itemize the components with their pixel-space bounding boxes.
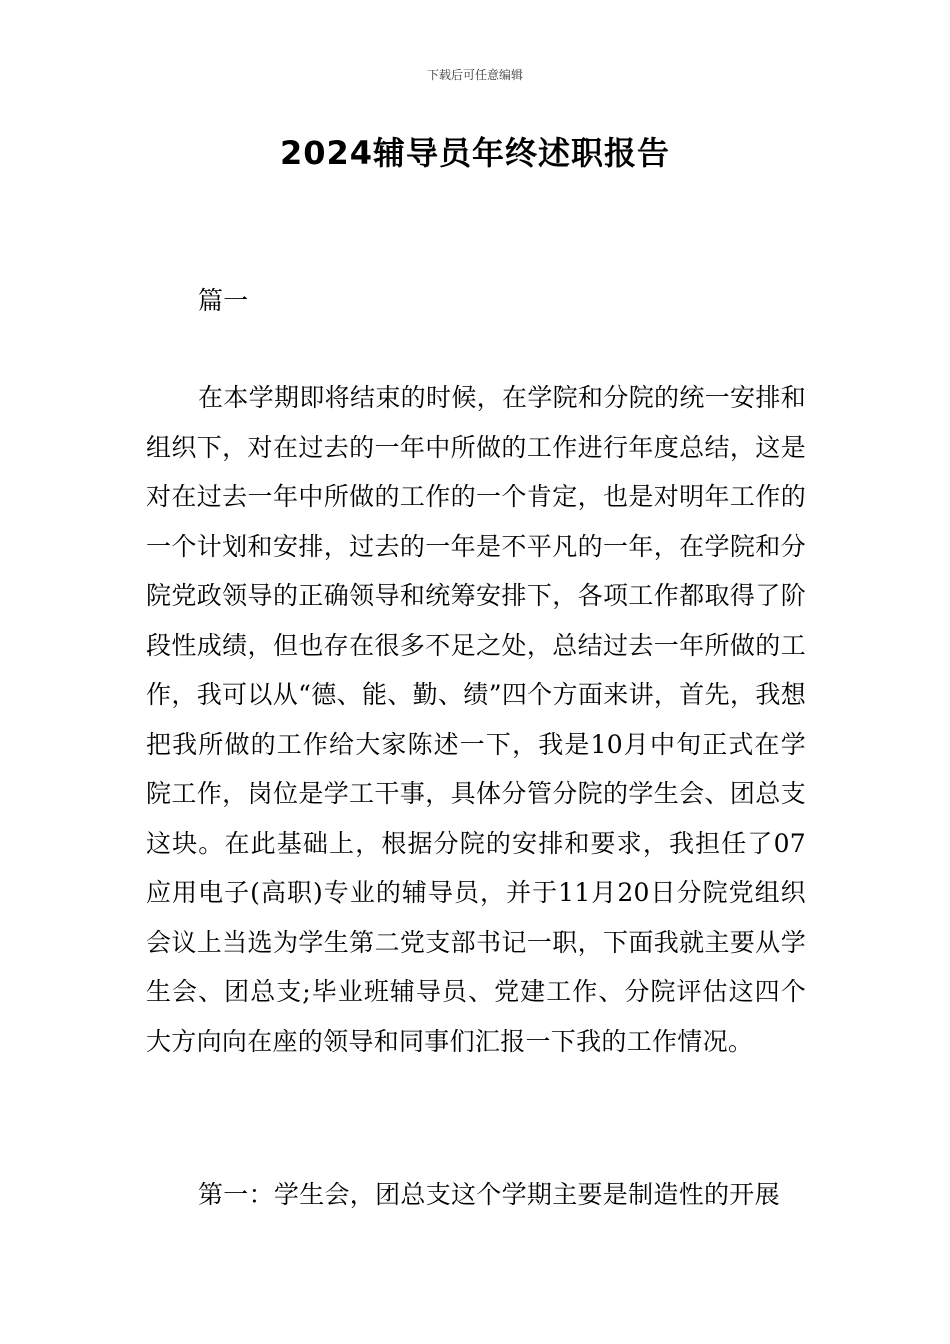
paragraph-2: 第一：学生会，团总支这个学期主要是制造性的开展 (198, 1180, 780, 1209)
section-heading: 篇一 (198, 286, 249, 315)
document-title: 2024辅导员年终述职报告 (279, 134, 671, 172)
paragraph-1: 在本学期即将结束的时候，在学院和分院的统一安排和组织下，对在过去的一年中所做的工作进行年度总结，这是对在过去一年中所做的工作的一个肯定，也是对明年工作的一个计划和安排，过去的一年是不平凡的一年，在学院和分院党政领导的正确领导和统筹安排下，各项工作都取得了阶段性成绩，但也存在很多不足之处，总结过去一年所做的工作，我可以从“德、能、勤、绩”四个方面来讲，首先，我想把我所做的工作给大家陈述一下，我是10月中旬正式在学院工作，岗位是学工干事，具体分管分院的学生会、团总支这块。在此基础上，根据分院的安排和要求，我担任了07应用电子(高职)专业的辅导员，并于11月20日分院党组织会议上当选为学生第二党支部书记一职，下面我就主要从学生会、团总支;毕业班辅导员、党建工作、分院评估这四个大方向向在座的领导和同事们汇报一下我的工作情况。 (146, 383, 806, 1056)
page-header-note: 下载后可任意编辑 (426, 68, 523, 82)
